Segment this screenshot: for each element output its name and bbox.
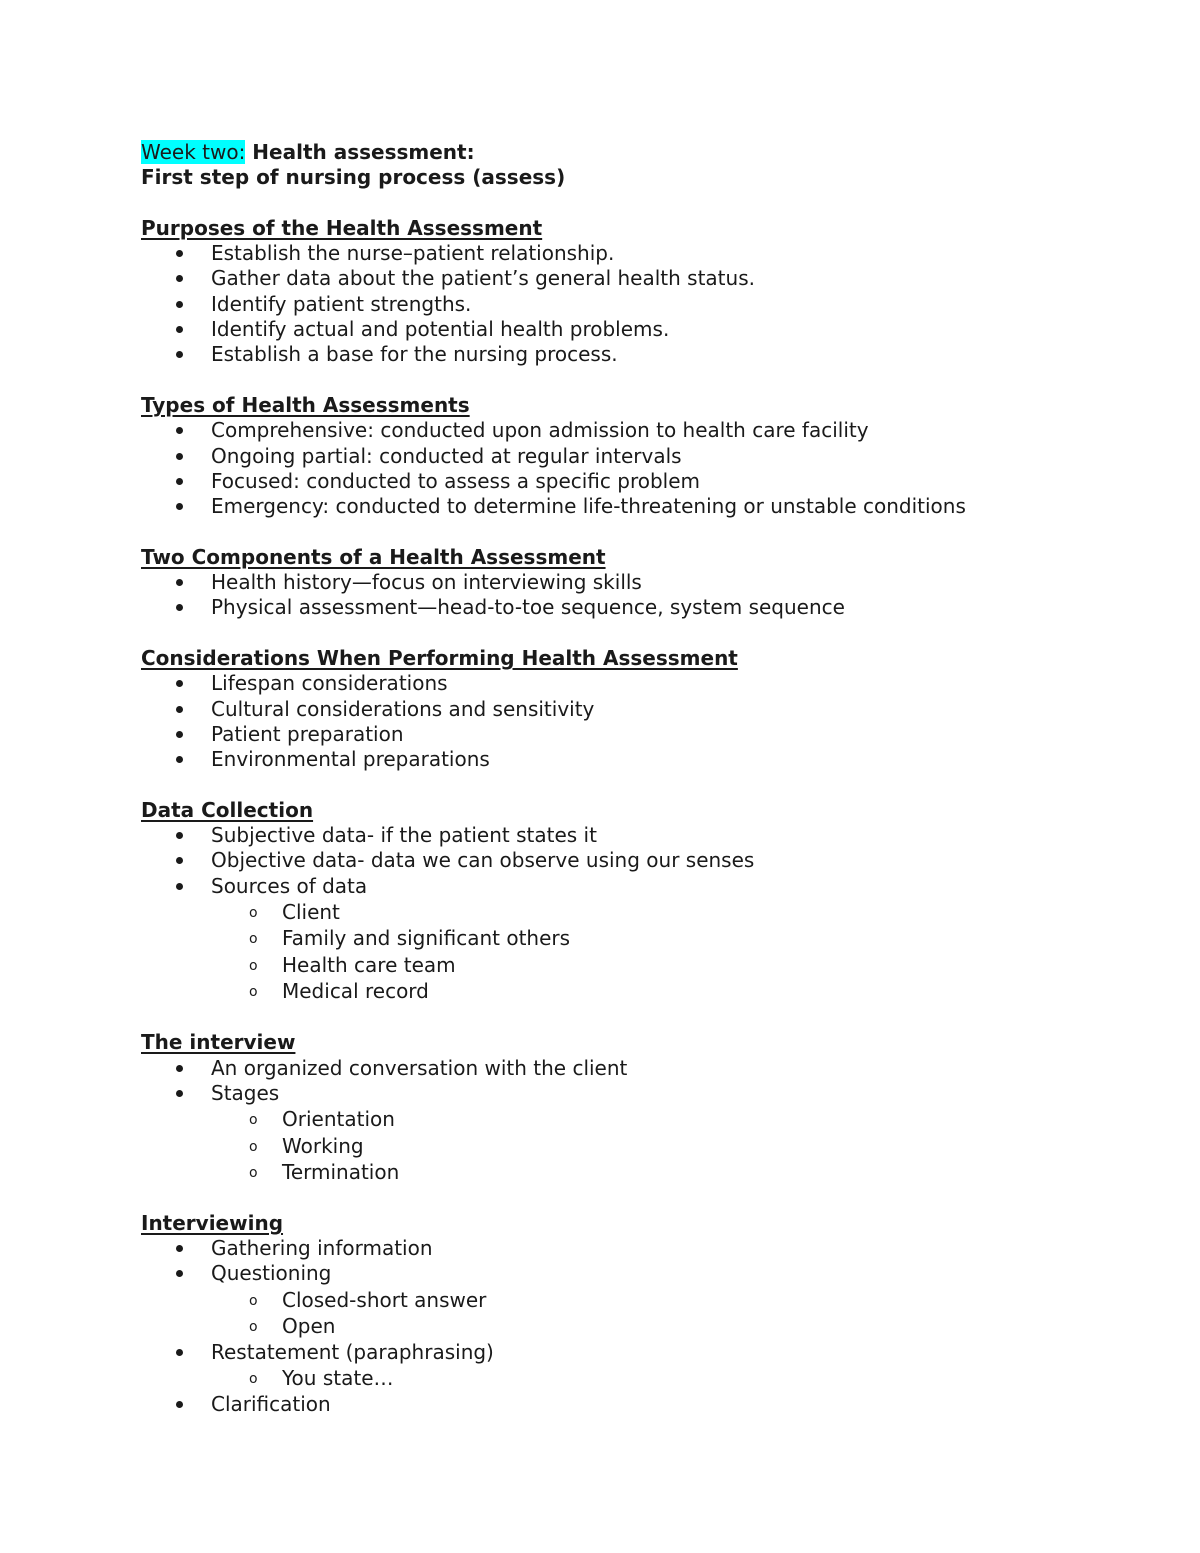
list-item <box>141 722 1141 747</box>
list-item-text: An organized conversation with the client <box>211 1055 628 1080</box>
document-subtitle: First step of nursing process (assess) <box>141 165 566 190</box>
list-item <box>141 469 1141 494</box>
list-item <box>141 595 1141 620</box>
sections-container <box>141 191 1141 1417</box>
list-item-text: Health history—focus on interviewing skills <box>211 570 642 595</box>
list-item <box>141 747 1141 772</box>
sub-list-item-text: Closed-short answer <box>282 1287 487 1312</box>
list-item-text: Subjective data- if the patient states it <box>211 823 597 848</box>
sub-list-item <box>141 899 1141 926</box>
sub-list-item <box>141 925 1141 952</box>
section-spacer <box>141 368 1141 393</box>
sub-bullet-list <box>211 1365 1141 1392</box>
list-item <box>141 697 1141 722</box>
circle-bullet-icon: o <box>249 1371 258 1388</box>
list-item-text: Environmental preparations <box>211 747 490 772</box>
list-item-text: Focused: conducted to assess a specific problem <box>211 468 701 493</box>
list-item-text: Ongoing partial: conducted at regular intervals <box>211 443 682 468</box>
circle-bullet-icon: o <box>249 931 258 948</box>
sub-bullet-list <box>211 899 1141 1005</box>
list-item-text: Identify patient strengths. <box>211 291 472 316</box>
list-item-text: Comprehensive: conducted upon admission to health care facility <box>211 418 869 443</box>
list-item <box>141 1340 1141 1392</box>
bullet-list <box>141 671 1141 772</box>
section-heading: Purposes of the Health Assessment <box>141 215 543 240</box>
circle-bullet-icon: o <box>249 1138 258 1155</box>
bullet-list <box>141 1236 1141 1417</box>
list-item-text: Establish the nurse–patient relationship. <box>211 241 615 266</box>
list-item-text: Sources of data <box>211 873 368 898</box>
section-spacer <box>141 772 1141 797</box>
list-item-text: Clarification <box>211 1391 331 1416</box>
circle-bullet-icon: o <box>249 904 258 921</box>
section-heading: Interviewing <box>141 1210 284 1235</box>
section-spacer <box>141 519 1141 544</box>
list-item <box>141 874 1141 1005</box>
list-item-text: Lifespan considerations <box>211 671 448 696</box>
sub-list-item-text: Open <box>282 1314 336 1339</box>
sub-list-item-text: You state… <box>282 1366 394 1391</box>
section-spacer <box>141 621 1141 646</box>
list-item <box>141 444 1141 469</box>
section-heading: Two Components of a Health Assessment <box>141 544 606 569</box>
sub-list-item <box>141 952 1141 979</box>
sub-bullet-list <box>211 1287 1141 1340</box>
list-item-text: Stages <box>211 1080 280 1105</box>
list-item-text: Gather data about the patient’s general health status. <box>211 266 755 291</box>
list-item-text: Objective data- data we can observe using our senses <box>211 848 755 873</box>
sub-list-item-text: Family and significant others <box>282 926 571 951</box>
list-item-text: Questioning <box>211 1261 332 1286</box>
document-page <box>141 140 1141 1417</box>
sub-list-item <box>141 1159 1141 1186</box>
week-label-highlight: Week two: <box>141 140 246 164</box>
bullet-list <box>141 418 1141 519</box>
list-item <box>141 1261 1141 1339</box>
bullet-list <box>141 570 1141 621</box>
section-heading: Data Collection <box>141 797 314 822</box>
bullet-list <box>141 1056 1141 1186</box>
list-item-text: Patient preparation <box>211 721 404 746</box>
list-item-text: Establish a base for the nursing process. <box>211 342 618 367</box>
list-item <box>141 292 1141 317</box>
list-item <box>141 671 1141 696</box>
list-item-text: Emergency: conducted to determine life-threatening or unstable conditions <box>211 494 966 519</box>
list-item <box>141 342 1141 367</box>
sub-list-item <box>141 978 1141 1005</box>
circle-bullet-icon: o <box>249 1112 258 1129</box>
sub-list-item <box>141 1133 1141 1160</box>
section-heading: Considerations When Performing Health Assessment <box>141 645 738 670</box>
sub-list-item-text: Health care team <box>282 952 456 977</box>
list-item <box>141 1392 1141 1417</box>
list-item <box>141 317 1141 342</box>
sub-list-item-text: Termination <box>282 1160 400 1185</box>
list-item <box>141 241 1141 266</box>
section-heading: The interview <box>141 1030 296 1055</box>
list-item <box>141 266 1141 291</box>
section-heading: Types of Health Assessments <box>141 392 470 417</box>
circle-bullet-icon: o <box>249 1319 258 1336</box>
document-title <box>141 140 1141 165</box>
sub-list-item <box>141 1313 1141 1340</box>
circle-bullet-icon: o <box>249 1292 258 1309</box>
list-item <box>141 418 1141 443</box>
list-item <box>141 1081 1141 1186</box>
list-item <box>141 823 1141 848</box>
list-item <box>141 570 1141 595</box>
section-spacer <box>141 191 1141 216</box>
list-item <box>141 848 1141 873</box>
list-item <box>141 1056 1141 1081</box>
circle-bullet-icon: o <box>249 984 258 1001</box>
sub-list-item-text: Client <box>282 899 340 924</box>
bullet-list <box>141 241 1141 367</box>
sub-list-item <box>141 1365 1141 1392</box>
circle-bullet-icon: o <box>249 1165 258 1182</box>
title-text: Health assessment: <box>245 140 475 164</box>
list-item <box>141 494 1141 519</box>
sub-list-item <box>141 1106 1141 1133</box>
section-spacer <box>141 1005 1141 1030</box>
sub-bullet-list <box>211 1106 1141 1186</box>
sub-list-item-text: Orientation <box>282 1107 395 1132</box>
list-item <box>141 1236 1141 1261</box>
list-item-text: Physical assessment—head-to-toe sequence, system sequence <box>211 595 845 620</box>
bullet-list <box>141 823 1141 1005</box>
section-spacer <box>141 1186 1141 1211</box>
sub-list-item-text: Working <box>282 1133 364 1158</box>
circle-bullet-icon: o <box>249 957 258 974</box>
sub-list-item <box>141 1287 1141 1314</box>
list-item-text: Identify actual and potential health problems. <box>211 317 670 342</box>
list-item-text: Cultural considerations and sensitivity <box>211 696 595 721</box>
list-item-text: Gathering information <box>211 1236 433 1261</box>
sub-list-item-text: Medical record <box>282 979 429 1004</box>
list-item-text: Restatement (paraphrasing) <box>211 1339 494 1364</box>
